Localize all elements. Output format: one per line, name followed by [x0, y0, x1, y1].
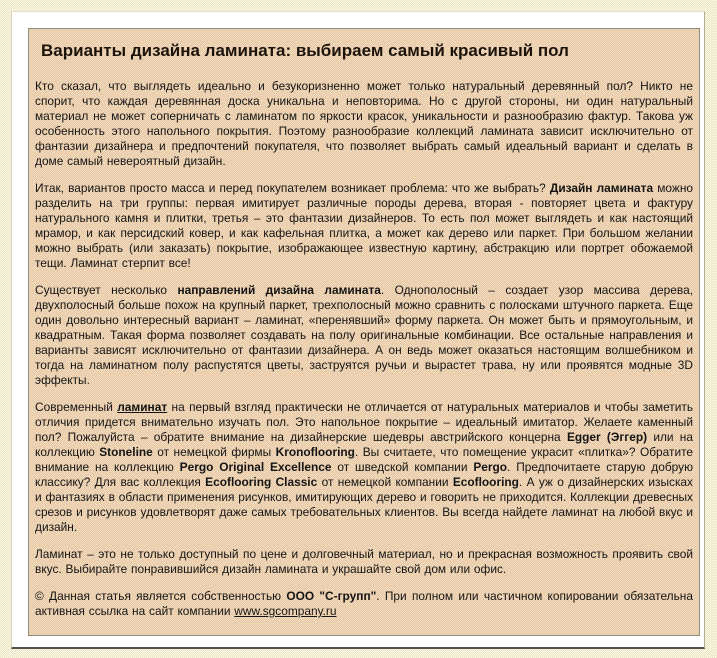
company-site-link[interactable]: www.sgcompany.ru [234, 604, 337, 618]
text-run: можно разделить на три группы: первая имитирует различные породы дерева, вторая - повторяет цвета и фактуру натурального камня и плитки, третья – это фантазии дизайнеров. То есть пол может выглядеть и как настоящий мрамор, и как персидский ковер, и как кафельная плитка, а может как дерево или паркет. При большом желании можно выбрать (или заказать) покрытие, изображающее известную картину, абстракцию или портрет обожаемой тещи. Ламинат стерпит все! [35, 181, 694, 270]
paragraph-2 [35, 181, 693, 271]
content-page [11, 11, 705, 649]
text-run: от немецкой фирмы [152, 445, 276, 459]
text-run: на первый взгляд практически не отличается от натуральных материалов и чтобы заметить отличия придется внимательно изучать пол. Это напольное покрытие – идеальный имитатор. Желаете каменный пол? Пожалуйста – обратите внимание на дизайнерские шедевры австрийского концерна [35, 400, 694, 444]
paragraph-1 [35, 79, 693, 169]
emphasis-text: Pergo Original Excellence [179, 460, 332, 474]
emphasis-text: Pergo [473, 460, 508, 474]
article-title: Варианты дизайна ламината: выбираем самый красивый пол [41, 41, 569, 60]
text-run: . Однополосный – создает узор массива дерева, двухполосный больше похож на крупный паркет, трехполосный можно сравнить с полосками штучного паркета. Еще один довольно интересный вариант – ламинат, «перенявший» форму паркета. Он может быть и прямоугольным, и квадратным. Такая форма позволяет создавать на полу оригинальные комбинации. Все остальные направления и варианты зависят исключительно от фантазии дизайнера. А он ведь может оказаться настоящим волшебником и тогда на ламинатном полу распустятся цветы, заструятся ручьи и вырастет трава, ну или проявятся модные 3D эффекты. [35, 283, 694, 387]
paragraph-3 [35, 283, 693, 388]
text-run: . При полном или частичном копировании обязательна активная ссылка на сайт компании [35, 589, 693, 618]
emphasis-text: ламинат [117, 400, 168, 414]
text-run: © Данная статья является собственностью [35, 589, 287, 603]
text-run: . А уж о дизайнерских изысках и фантазиях в области применения рисунков, имитирующих дерево и говорить не приходится. Коллекции древесных срезов и рисунков удовлетворят даже самых требовательных клиентов. Вы всегда найдете ламинат на любой вкус и дизайн. [35, 475, 693, 534]
emphasis-text: Kronoflooring [275, 445, 355, 459]
emphasis-text: ООО "С-групп" [286, 589, 377, 603]
text-run: Современный [35, 400, 118, 414]
article-panel [28, 28, 700, 636]
paragraph-4 [35, 400, 693, 535]
emphasis-text: Дизайн ламината [549, 181, 654, 195]
text-run: . Предпочитаете старую добрую классику? Для вас коллекция [35, 460, 693, 489]
text-run: от немецкой компании [317, 475, 453, 489]
article-body [35, 79, 693, 619]
text-run: . Вы считаете, что помещение украсит «плитка»? Обратите внимание на коллекцию [35, 445, 694, 474]
paragraph-6 [35, 589, 693, 619]
emphasis-text: Egger (Эггер) [566, 430, 648, 444]
emphasis-text: направлений дизайна ламината [177, 283, 381, 297]
text-run: Существует несколько [35, 283, 178, 297]
text-run: Кто сказал, что выглядеть идеально и безукоризненно может только натуральный деревянный пол? Никто не спорит, что каждая деревянная доска уникальна и неповторима. Но с другой стороны, ни один натуральный материал не может соперничать с ламинатом по яркости красок, уникальности и разнообразию фактур. Такова уж особенность этого напольного покрытия. Поэтому разнообразие коллекций ламината зависит исключительно от фантазии дизайнера и предпочтений покупателя, что позволяет выбрать самый идеальный вариант и сделать в доме самый невероятный дизайн. [35, 79, 693, 168]
text-run: Итак, вариантов просто масса и перед покупателем возникает проблема: что же выбрать? [35, 181, 550, 195]
emphasis-text: Ecoflooring [452, 475, 519, 489]
text-run: от шведской компании [331, 460, 474, 474]
text-run: Ламинат – это не только доступный по цене и долговечный материал, но и прекрасная возможность проявить свой вкус. Выбирайте понравившийся дизайн ламината и украшайте свой дом или офис. [35, 547, 693, 576]
text-run: или на коллекцию [35, 430, 693, 459]
paragraph-5 [35, 547, 693, 577]
emphasis-text: Ecoflooring Classic [205, 475, 318, 489]
emphasis-text: Stoneline [99, 445, 153, 459]
